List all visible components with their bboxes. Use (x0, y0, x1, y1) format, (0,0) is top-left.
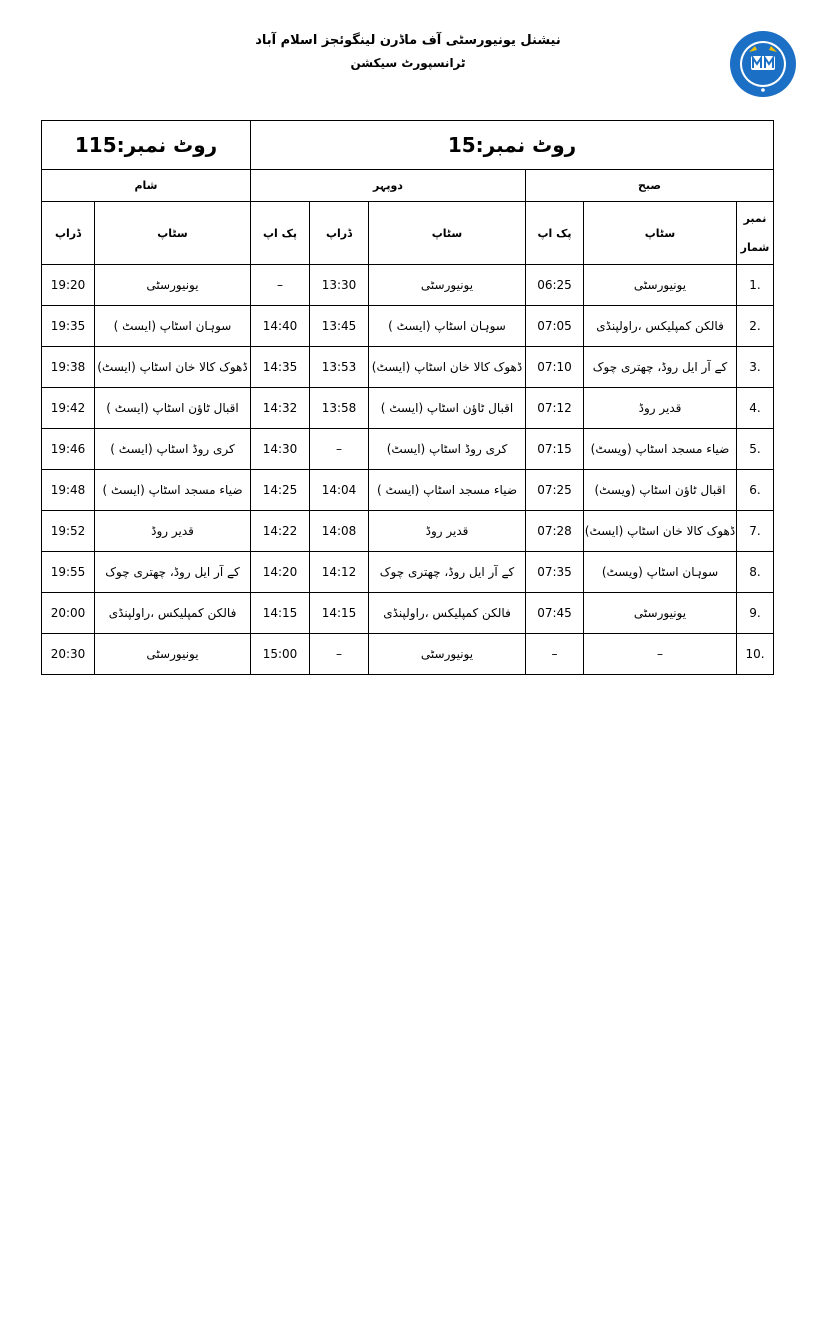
serial-cell: 2. (737, 306, 774, 347)
afternoon-drop-cell: 14:15 (310, 593, 369, 634)
afternoon-drop-cell: 14:04 (310, 470, 369, 511)
evening-stop-cell: فالکن کمپلیکس ،راولپنڈی (95, 593, 251, 634)
table-row (42, 552, 774, 593)
afternoon-drop-cell: – (310, 634, 369, 675)
serial-cell: 10. (737, 634, 774, 675)
col-evening-drop: ڈراپ (42, 202, 95, 265)
evening-stop-cell: ڈھوک کالا خان اسٹاپ (ایسٹ) (95, 347, 251, 388)
table-row (42, 347, 774, 388)
morning-stop-cell: – (584, 634, 737, 675)
evening-stop-cell: اقبال ٹاؤن اسٹاپ (ایسٹ ) (95, 388, 251, 429)
evening-stop-cell: یونیورسٹی (95, 265, 251, 306)
morning-stop-cell: یونیورسٹی (584, 593, 737, 634)
col-evening-stop: سٹاپ (95, 202, 251, 265)
serial-cell: 8. (737, 552, 774, 593)
afternoon-stop-cell: کے آر ایل روڈ، چھتری چوک (369, 552, 526, 593)
evening-drop-cell: 19:52 (42, 511, 95, 552)
afternoon-pickup-cell: 14:15 (251, 593, 310, 634)
morning-stop-cell: فالکن کمپلیکس ،راولپنڈی (584, 306, 737, 347)
table-row (42, 511, 774, 552)
evening-drop-cell: 20:30 (42, 634, 95, 675)
morning-stop-cell: یونیورسٹی (584, 265, 737, 306)
evening-drop-cell: 19:46 (42, 429, 95, 470)
afternoon-drop-cell: – (310, 429, 369, 470)
serial-cell: 4. (737, 388, 774, 429)
afternoon-drop-cell: 13:53 (310, 347, 369, 388)
afternoon-stop-cell: کری روڈ اسٹاپ (ایسٹ) (369, 429, 526, 470)
afternoon-stop-cell: یونیورسٹی (369, 634, 526, 675)
serial-cell: 5. (737, 429, 774, 470)
evening-drop-cell: 19:20 (42, 265, 95, 306)
col-morning-pickup: پک اپ (526, 202, 584, 265)
morning-pickup-cell: 07:05 (526, 306, 584, 347)
col-serial-line2: شمار (740, 241, 770, 254)
afternoon-drop-cell: 14:12 (310, 552, 369, 593)
col-afternoon-stop: سٹاپ (369, 202, 526, 265)
col-afternoon-drop: ڈراپ (310, 202, 369, 265)
section-name: ٹرانسپورٹ سیکشن (350, 56, 466, 70)
afternoon-stop-cell: قدیر روڈ (369, 511, 526, 552)
evening-stop-cell: سوہان اسٹاپ (ایسٹ ) (95, 306, 251, 347)
afternoon-pickup-cell: 14:30 (251, 429, 310, 470)
afternoon-pickup-cell: 14:35 (251, 347, 310, 388)
morning-stop-cell: کے آر ایل روڈ، چھتری چوک (584, 347, 737, 388)
table-row (42, 306, 774, 347)
afternoon-stop-cell: اقبال ٹاؤن اسٹاپ (ایسٹ ) (369, 388, 526, 429)
morning-stop-cell: سوہان اسٹاپ (ویسٹ) (584, 552, 737, 593)
table-row (42, 634, 774, 675)
period-evening: شام (42, 170, 251, 202)
table-row (42, 593, 774, 634)
morning-pickup-cell: 07:25 (526, 470, 584, 511)
afternoon-pickup-cell: 14:20 (251, 552, 310, 593)
table-row (42, 470, 774, 511)
morning-pickup-cell: 06:25 (526, 265, 584, 306)
col-serial (737, 202, 774, 265)
evening-stop-cell: قدیر روڈ (95, 511, 251, 552)
afternoon-stop-cell: ڈھوک کالا خان اسٹاپ (ایسٹ) (369, 347, 526, 388)
university-name: نیشنل یونیورسٹی آف ماڈرن لینگوئجز اسلام آباد (255, 33, 561, 48)
period-afternoon: دوپہر (251, 170, 526, 202)
afternoon-stop-cell: فالکن کمپلیکس ،راولپنڈی (369, 593, 526, 634)
route-115-title: روٹ نمبر:115 (42, 121, 251, 170)
morning-stop-cell: ضیاء مسجد اسٹاپ (ویسٹ) (584, 429, 737, 470)
afternoon-pickup-cell: 14:40 (251, 306, 310, 347)
afternoon-pickup-cell: 14:32 (251, 388, 310, 429)
serial-cell: 1. (737, 265, 774, 306)
evening-stop-cell: ضیاء مسجد اسٹاپ (ایسٹ ) (95, 470, 251, 511)
afternoon-drop-cell: 13:30 (310, 265, 369, 306)
morning-pickup-cell: 07:10 (526, 347, 584, 388)
morning-pickup-cell: 07:28 (526, 511, 584, 552)
evening-drop-cell: 19:48 (42, 470, 95, 511)
evening-drop-cell: 19:38 (42, 347, 95, 388)
period-morning: صبح (526, 170, 774, 202)
serial-cell: 3. (737, 347, 774, 388)
evening-drop-cell: 20:00 (42, 593, 95, 634)
evening-stop-cell: کری روڈ اسٹاپ (ایسٹ ) (95, 429, 251, 470)
afternoon-pickup-cell: 14:25 (251, 470, 310, 511)
evening-drop-cell: 19:35 (42, 306, 95, 347)
col-morning-stop: سٹاپ (584, 202, 737, 265)
morning-pickup-cell: 07:45 (526, 593, 584, 634)
afternoon-pickup-cell: 15:00 (251, 634, 310, 675)
serial-cell: 9. (737, 593, 774, 634)
afternoon-stop-cell: سوہان اسٹاپ (ایسٹ ) (369, 306, 526, 347)
afternoon-stop-cell: ضیاء مسجد اسٹاپ (ایسٹ ) (369, 470, 526, 511)
table-row (42, 265, 774, 306)
evening-drop-cell: 19:42 (42, 388, 95, 429)
evening-stop-cell: یونیورسٹی (95, 634, 251, 675)
evening-stop-cell: کے آر ایل روڈ، چھتری چوک (95, 552, 251, 593)
afternoon-drop-cell: 13:45 (310, 306, 369, 347)
evening-drop-cell: 19:55 (42, 552, 95, 593)
col-afternoon-pickup: پک اپ (251, 202, 310, 265)
table-row (42, 388, 774, 429)
route-15-title: روٹ نمبر:15 (251, 121, 774, 170)
afternoon-stop-cell: یونیورسٹی (369, 265, 526, 306)
transport-schedule-table (41, 120, 774, 675)
morning-stop-cell: قدیر روڈ (584, 388, 737, 429)
serial-cell: 7. (737, 511, 774, 552)
afternoon-pickup-cell: – (251, 265, 310, 306)
serial-cell: 6. (737, 470, 774, 511)
col-serial-line1: نمبر (743, 212, 767, 225)
morning-stop-cell: ڈھوک کالا خان اسٹاپ (ایسٹ) (584, 511, 737, 552)
morning-pickup-cell: 07:35 (526, 552, 584, 593)
numl-logo-icon (729, 30, 797, 98)
page-header (0, 30, 816, 74)
table-row (42, 429, 774, 470)
afternoon-drop-cell: 13:58 (310, 388, 369, 429)
morning-pickup-cell: – (526, 634, 584, 675)
morning-stop-cell: اقبال ٹاؤن اسٹاپ (ویسٹ) (584, 470, 737, 511)
afternoon-drop-cell: 14:08 (310, 511, 369, 552)
morning-pickup-cell: 07:15 (526, 429, 584, 470)
morning-pickup-cell: 07:12 (526, 388, 584, 429)
afternoon-pickup-cell: 14:22 (251, 511, 310, 552)
